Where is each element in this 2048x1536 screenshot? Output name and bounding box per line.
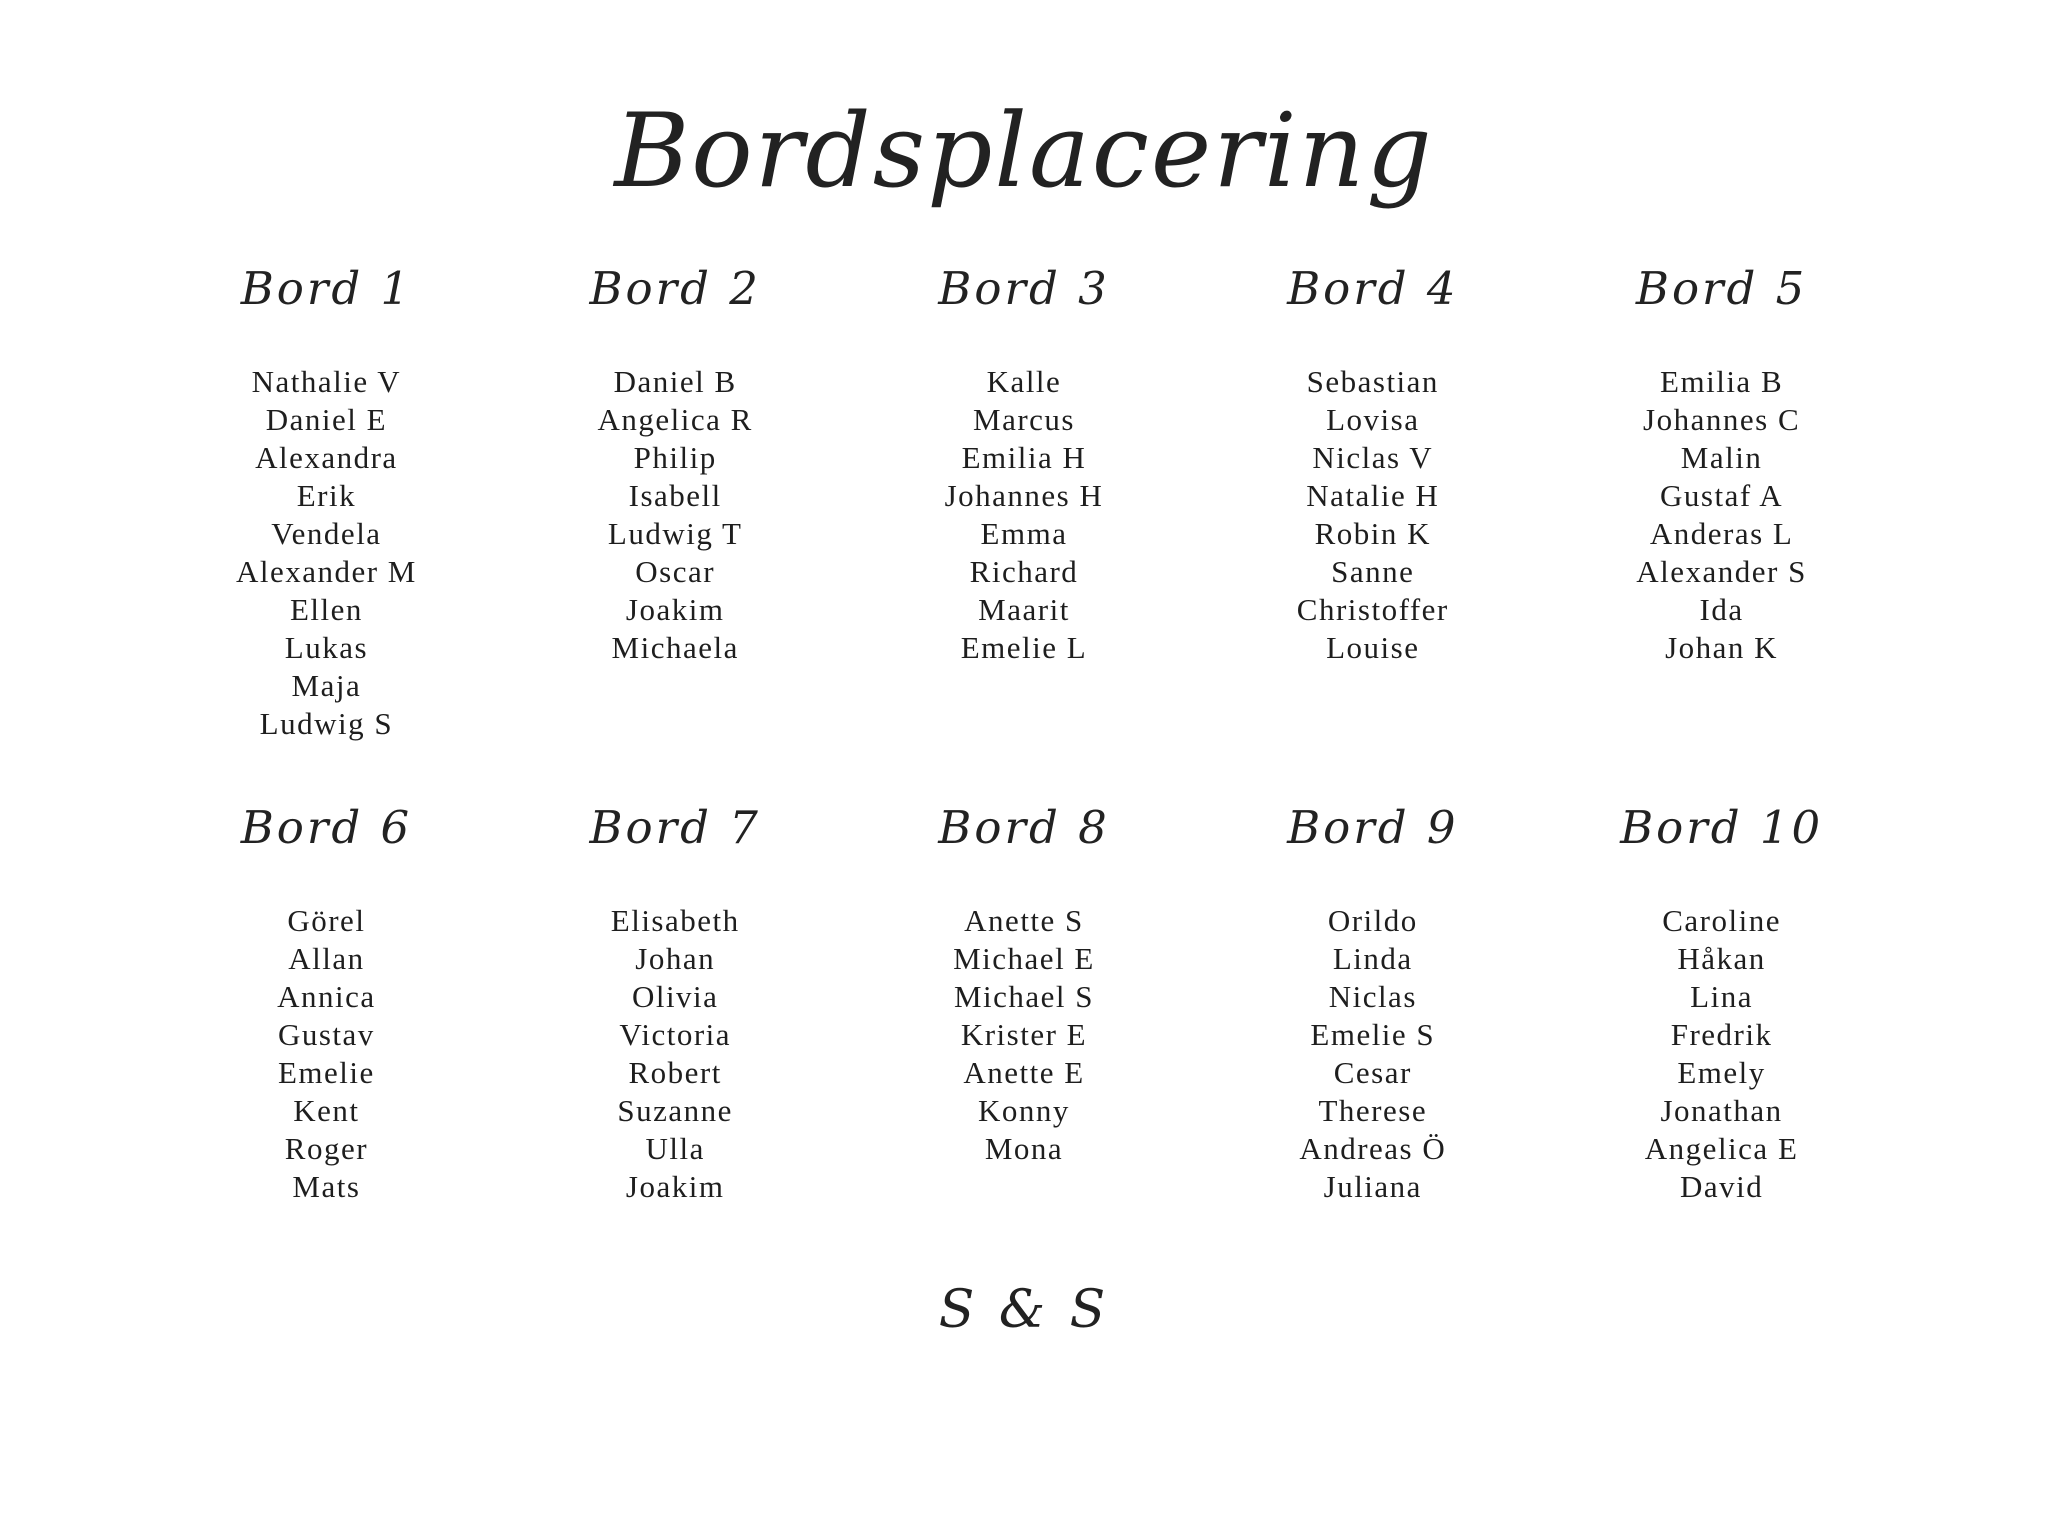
table-title: Bord 4 [1287,261,1459,315]
guest-name: Sebastian [1306,363,1439,399]
guest-name: Andreas Ö [1299,1131,1447,1167]
table-card [152,262,501,743]
guest-name: Maja [291,667,362,703]
table-title: Bord 2 [589,261,761,315]
guest-name: Daniel E [265,401,388,437]
tables-grid [152,262,1896,1206]
table-card [501,801,850,1206]
table-title: Bord 1 [240,261,413,315]
monogram-initials: S & S [938,1280,1110,1341]
table-card [1547,801,1896,1206]
table-title: Bord 3 [938,261,1110,315]
guest-name: Louise [1326,629,1420,665]
guest-list [501,902,850,1206]
table-title: Bord 9 [1287,800,1459,854]
guest-name: Gustaf A [1660,477,1784,513]
guest-name: Joakim [625,1169,725,1205]
table-title: Bord 8 [938,800,1110,854]
guest-name: Johan K [1665,629,1779,665]
guest-name: Alexander M [235,553,417,589]
guest-list [1198,363,1547,667]
guest-name: Erik [296,477,357,513]
guest-list [1547,363,1896,667]
guest-name: Michael E [953,941,1095,977]
guest-name: Isabell [628,477,722,513]
guest-name: Anderas L [1649,515,1794,551]
guest-name: Richard [969,553,1079,589]
guest-name: Ludwig T [607,515,743,551]
guest-name: Ludwig S [259,705,394,741]
guest-name: Håkan [1677,941,1766,977]
table-card [850,262,1199,743]
guest-name: Nathalie V [251,363,402,399]
guest-name: Maarit [978,591,1070,627]
guest-name: Emely [1677,1055,1766,1091]
guest-name: Emelie S [1310,1017,1436,1053]
guest-name: Cesar [1333,1055,1412,1091]
guest-name: Kalle [986,363,1062,399]
guest-name: Fredrik [1670,1017,1773,1053]
guest-list [1198,902,1547,1206]
guest-name: Olivia [631,979,719,1015]
table-card [1198,262,1547,743]
guest-name: Orildo [1327,903,1418,939]
guest-name: Niclas V [1312,439,1434,475]
guest-name: Johannes H [944,477,1104,513]
guest-name: Ellen [289,591,363,627]
guest-name: Emilia H [961,439,1087,475]
page-title: Bordsplacering [614,92,1434,211]
guest-name: Anette E [963,1055,1085,1091]
guest-list [501,363,850,667]
guest-name: Emma [980,515,1068,551]
guest-name: Alexandra [255,439,398,475]
guest-name: Emilia B [1660,363,1784,399]
guest-name: Ulla [645,1131,705,1167]
guest-name: Kent [293,1093,360,1129]
guest-name: Natalie H [1306,477,1440,513]
guest-name: Ida [1699,591,1744,627]
guest-name: Lukas [284,629,369,665]
guest-name: Niclas [1328,979,1417,1015]
guest-list [850,363,1199,667]
guest-name: Konny [978,1093,1070,1129]
guest-name: Caroline [1662,903,1781,939]
guest-name: Johannes C [1643,401,1801,437]
guest-name: Vendela [271,515,382,551]
guest-name: Suzanne [617,1093,733,1129]
guest-name: Philip [633,439,717,475]
guest-name: Therese [1318,1093,1428,1129]
guest-name: Angelica R [597,401,753,437]
guest-name: Daniel B [613,363,737,399]
guest-name: Johan [635,941,716,977]
table-card [850,801,1199,1206]
table-title: Bord 10 [1620,800,1824,854]
guest-name: Emelie [278,1055,375,1091]
guest-name: Lina [1690,979,1753,1015]
guest-name: Michael S [953,979,1095,1015]
guest-name: Linda [1332,941,1413,977]
guest-name: Emelie L [960,629,1088,665]
guest-name: Görel [287,903,366,939]
guest-name: Jonathan [1660,1093,1783,1129]
guest-name: Malin [1680,439,1763,475]
guest-list [152,363,501,743]
table-title: Bord 6 [240,800,413,854]
guest-name: Marcus [973,401,1075,437]
guest-name: Juliana [1323,1169,1422,1205]
guest-name: Elisabeth [610,903,740,939]
guest-name: Robert [628,1055,722,1091]
guest-name: Angelica E [1644,1131,1799,1167]
guest-name: Sanne [1331,553,1415,589]
guest-name: Annica [277,979,376,1015]
table-card [152,801,501,1206]
table-card [1198,801,1547,1206]
guest-name: Krister E [960,1017,1088,1053]
guest-name: Christoffer [1296,591,1449,627]
guest-name: Gustav [277,1017,375,1053]
guest-name: Robin K [1314,515,1431,551]
guest-name: Oscar [635,553,716,589]
guest-list [1547,902,1896,1206]
guest-name: Michaela [611,629,739,665]
table-card [1547,262,1896,743]
guest-name: Allan [288,941,365,977]
guest-name: Victoria [619,1017,732,1053]
guest-list [850,902,1199,1168]
guest-list [152,902,501,1206]
guest-name: Alexander S [1636,553,1807,589]
guest-name: David [1679,1169,1764,1205]
guest-name: Anette S [964,903,1084,939]
guest-name: Lovisa [1326,401,1420,437]
guest-name: Joakim [625,591,725,627]
guest-name: Roger [284,1131,369,1167]
table-card [501,262,850,743]
table-title: Bord 5 [1635,261,1808,315]
guest-name: Mona [984,1131,1064,1167]
table-title: Bord 7 [589,800,761,854]
guest-name: Mats [292,1169,361,1205]
